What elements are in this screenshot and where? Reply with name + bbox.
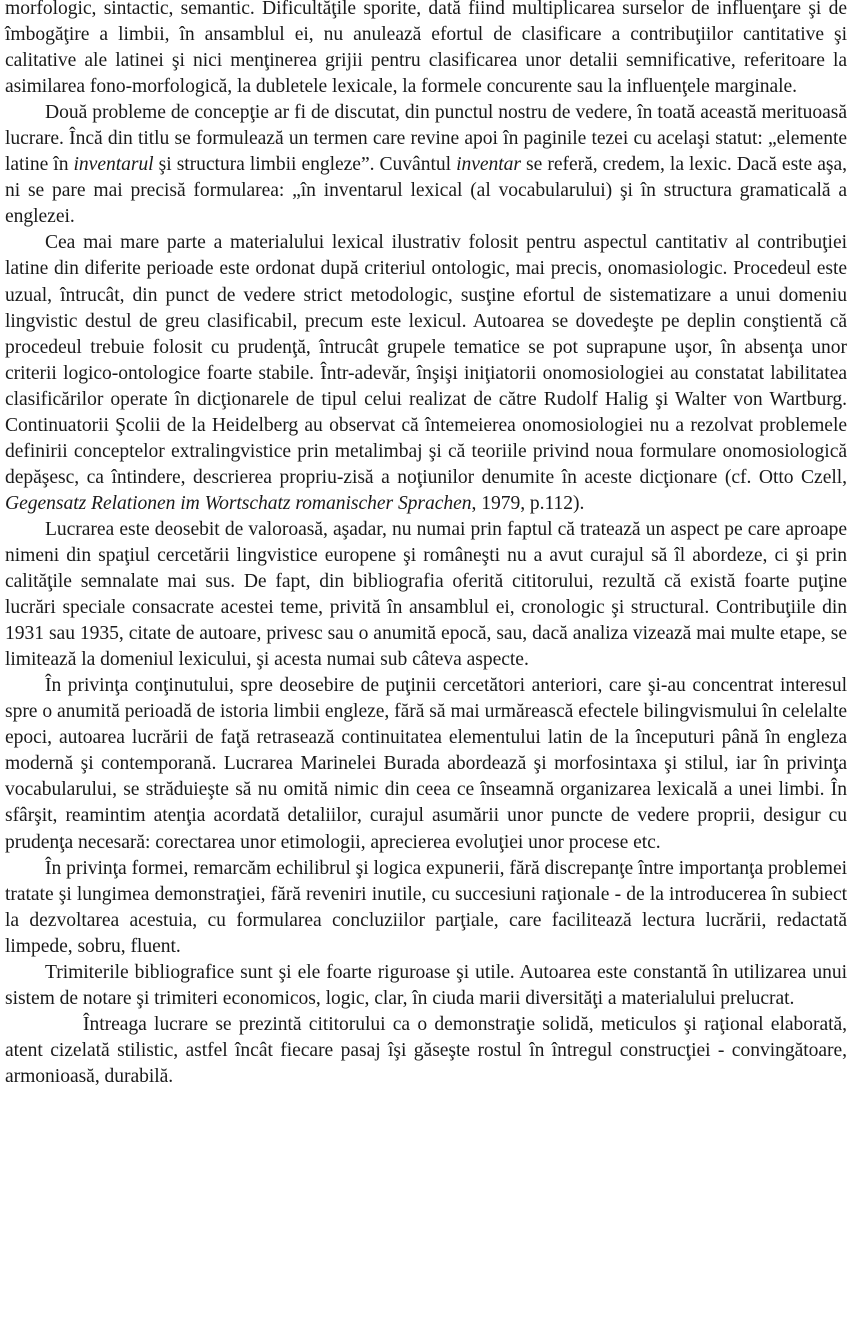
paragraph-8	[5, 1012, 847, 1090]
italic-term: inventarul	[73, 154, 154, 176]
paragraph-4	[5, 517, 847, 673]
paragraph-3	[5, 230, 847, 517]
text-run: se referă, credem, la lexic. Dacă este aşa, ni se pare mai precisă formularea: „în inventarul lexical (al vocabularului) şi în structura gramaticală a englezei.	[5, 154, 847, 228]
paragraph-5	[5, 673, 847, 855]
text-run: , 1979, p.112).	[471, 492, 585, 514]
italic-term: inventar	[456, 154, 521, 176]
paragraph-6	[5, 856, 847, 960]
paragraph-2	[5, 100, 847, 230]
text-run: În privinţa conţinutului, spre deosebire de puţinii cercetători anteriori, care şi-au concentrat interesul spre o anumită perioadă de istoria limbii engleze, fără să mai urmărească efectele bilingvismului în celelalte epoci, autoarea lucrării de faţă retrasează continuitatea elementului latin de la începuturi până în engleza modernă şi contemporană. Lucrarea Marinelei Burada abordează şi morfosintaxa şi stilul, iar în privinţa vocabularului, se străduieşte să nu omită nimic din ceea ce înseamnă organizarea lexicală a unei limbi. În sfârşit, reamintim atenţia acordată detaliilor, curajul asumării unor puncte de vedere proprii, desigur cu prudenţa necesară: corectarea unor etimologii, aprecierea evoluţiei unor procese etc.	[5, 675, 847, 853]
text-run: Întreaga lucrare se prezintă cititorului ca o demonstraţie solidă, meticulos şi raţional elaborată, atent cizelată stilistic, astfel încât fiecare pasaj îşi găseşte rostul în întregul construcţiei - convingătoare, armonioasă, durabilă.	[5, 1013, 847, 1087]
paragraph-7	[5, 960, 847, 1012]
text-run: Trimiterile bibliografice sunt şi ele foarte riguroase şi utile. Autoarea este constantă în utilizarea unui sistem de notare şi trimiteri economicos, logic, clar, în ciuda marii diversităţi a materialului prelucrat.	[5, 961, 847, 1009]
text-run: Cea mai mare parte a materialului lexical ilustrativ folosit pentru aspectul cantitativ al contribuţiei latine din diferite perioade este ordonat după criteriul ontologic, mai precis, onomasiologic. Procedeul este uzual, întrucât, din punct de vedere strict metodologic, susţine efortul de sistematizare a unui domeniu lingvistic destul de greu clasificabil, precum este lexicul. Autoarea se dovedeşte pe deplin conştientă că procedeul trebuie folosit cu prudenţă, întrucât grupele tematice se pot suprapune uşor, în absenţa unor criterii logico-ontologice foarte stabile. Într-adevăr, înşişi iniţiatorii onomosiologiei au constatat labilitatea clasificărilor operate în dicţionarele de tipul celui realizat de către Rudolf Halig şi Walter von Wartburg. Continuatorii Şcolii de la Heidelberg au observat că întemeierea onomosiologiei nu a rezolvat problemele definirii conceptelor extralingvistice prin metalimbaj şi că teoriile privind noua formulare onomosiologică depăşesc, ca întindere, descrierea propriu-zisă a noţiunilor denumite în aceste dicţionare (cf. Otto Czell,	[5, 232, 847, 488]
text-run: şi structura limbii engleze”. Cuvântul	[153, 154, 457, 176]
italic-book-title: Gegensatz Relationen im Wortschatz romanischer Sprachen	[5, 492, 472, 514]
paragraph-1	[5, 0, 847, 100]
text-run: Două probleme de concepţie ar fi de discutat, din punctul nostru de vedere, în toată această merituoasă lucrare. Încă din titlu se formulează un termen care revine apoi în paginile tezei cu acelaşi statut: „elemente latine în	[5, 102, 847, 176]
text-run: Lucrarea este deosebit de valoroasă, aşadar, nu numai prin faptul că tratează un aspect pe care aproape nimeni din spaţiul cercetării lingvistice europene şi româneşti nu a avut curajul să îl abordeze, ci şi prin calităţile semnalate mai sus. De fapt, din bibliografia oferită cititorului, rezultă că există foarte puţine lucrări speciale consacrate acestei teme, privită în ansamblul ei, cronologic şi structural. Contribuţiile din 1931 sau 1935, citate de autoare, privesc sau o anumită epocă, sau, dacă analiza vizează mai multe etape, se limitează la domeniul lexicului, şi acesta numai sub câteva aspecte.	[5, 518, 847, 671]
text-run: În privinţa formei, remarcăm echilibrul şi logica expunerii, fără discrepanţe între importanţa problemei tratate şi lungimea demonstraţiei, fără reveniri inutile, cu succesiuni raţionale - de la introducerea în subiect la dezvoltarea acestuia, cu formularea concluziilor parţiale, care facilitează lectura lucrării, redactată limpede, sobru, fluent.	[5, 857, 847, 957]
text-run: morfologic, sintactic, semantic. Dificultăţile sporite, dată fiind multiplicarea surselor de influenţare şi de îmbogăţire a limbii, în ansamblul ei, nu anulează efortul de clasificare a contribuţiilor cantitative şi calitative ale latinei şi nici menţinerea grijii pentru clasificarea unor detalii semnificative, referitoare la asimilarea fono-morfologică, la dubletele lexicale, la formele concurente sau la influenţele marginale.	[5, 0, 847, 98]
